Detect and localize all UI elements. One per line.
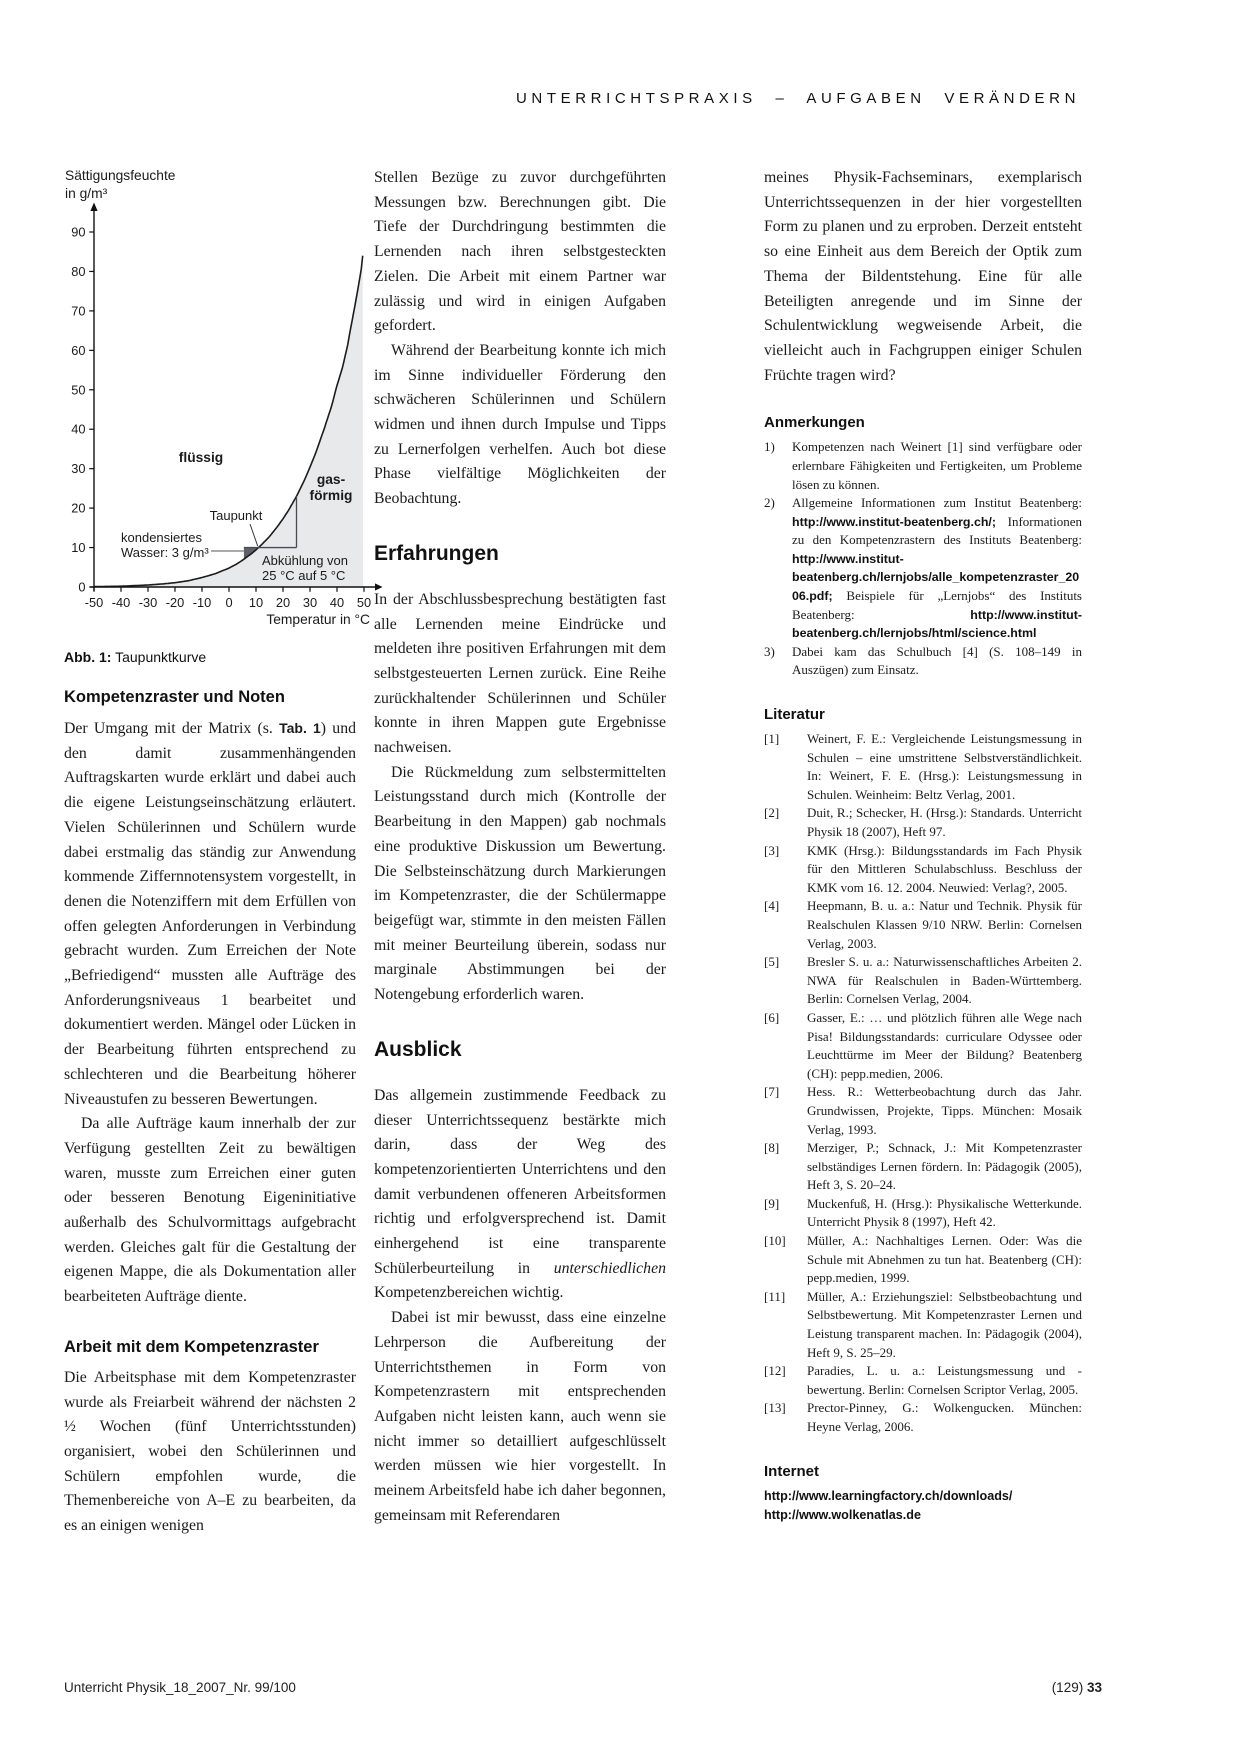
y-tick-label: 80: [71, 263, 86, 279]
x-tick-label: 50: [356, 595, 372, 610]
reference-text: Heepmann, B. u. a.: Natur und Technik. Physik für Realschulen Klassen 9/10 NRW. Berlin: Cornelsen Verlag, 2003.: [807, 898, 1082, 951]
footnote-text: [792, 438, 1082, 494]
reference-number: [2]: [764, 805, 780, 821]
reference-number: [9]: [764, 1195, 780, 1211]
text-segment: Dabei kam das Schulbuch [4] (S. 108–149 in Auszügen) zum Einsatz.: [792, 643, 1082, 678]
reference-item: [764, 1195, 1082, 1232]
reference-number: [7]: [764, 1084, 780, 1100]
reference-text: Hess. R.: Wetterbeobachtung durch das Jahr. Grundwissen, Projekte, Tipps. München: Mosaik Verlag, 1993.: [807, 1084, 1082, 1137]
figure-caption: [64, 649, 394, 665]
x-tick-label: 0: [225, 595, 233, 610]
figure-taupunktkurve: [64, 166, 394, 665]
y-axis-arrow: [90, 203, 97, 212]
section-heading-literatur: Literatur: [764, 706, 825, 724]
reference-number: [12]: [764, 1363, 786, 1379]
section-heading-erfahrungen: Erfahrungen: [374, 541, 499, 565]
reference-text: Gasser, E.: … und plötzlich führen alle Wege nach Pisa! Bildungsstandards: curriculare Odyssee oder Leuchttürme im Meer der Bildung? Beatenberg (CH): pepp.medien, 2006.: [807, 1009, 1082, 1081]
reference-item: [764, 1083, 1082, 1139]
reference-number: [3]: [764, 842, 780, 858]
y-tick-label: 40: [71, 421, 86, 437]
x-tick-label: -20: [165, 595, 185, 610]
section-heading-arbeit-mit-dem-kompetenzraster: Arbeit mit dem Kompetenzraster: [64, 1337, 319, 1356]
running-header: UNTERRICHTSPRAXIS – AUFGABEN VERÄNDERN: [515, 90, 1080, 107]
reference-text: Bresler S. u. a.: Naturwissenschaftliches Arbeiten 2. NWA für Realschulen in Baden-Württemberg. Berlin: Cornelsen Verlag, 2004.: [807, 954, 1082, 1007]
reference-number: [8]: [764, 1140, 780, 1156]
column-middle: [374, 166, 666, 1528]
x-tick-label: -50: [84, 595, 104, 610]
column-right: [764, 166, 1082, 1526]
reference-text: KMK (Hrsg.): Bildungsstandards im Fach Physik für den Mittleren Schulabschluss. Beschluss der KMK vom 16. 12. 2004. Neuwied: Verlag?, 2005.: [807, 842, 1082, 895]
reference-number: [11]: [764, 1288, 786, 1304]
x-tick-label: 10: [248, 595, 264, 610]
section-heading-anmerkungen: Anmerkungen: [764, 414, 865, 432]
footnote-text: [792, 494, 1082, 643]
footnote-number: 1): [764, 439, 775, 455]
reference-number: [13]: [764, 1400, 786, 1416]
reference-item: [764, 953, 1082, 1009]
liquid-region-label: flüssig: [178, 450, 224, 465]
text-segment: Der Umgang mit der Matrix (s.: [64, 720, 280, 737]
text-segment: Dabei ist mir bewusst, dass eine einzelne Lehrperson die Aufbereitung der Unterrichtsthemen in Form von Kompetenzrastern mit entsprechenden Aufgaben nicht leisten kann, auch wenn sie nicht immer so detailliert aufgeschlüsselt werden müssen wie hier vorgestellt. In meinem Arbeitsfeld habe ich daher begonnen, gemeinsam mit Referendaren: [374, 1309, 666, 1524]
text-segment: Allgemeine Informationen zum Institut Beatenberg:: [792, 495, 1082, 511]
reference-number: [5]: [764, 954, 780, 970]
reference-text: Duit, R.; Schecker, H. (Hrsg.): Standards. Unterricht Physik 18 (2007), Heft 97.: [807, 805, 1082, 840]
footer-page-bold: 33: [1086, 1680, 1102, 1695]
footnote-item: [764, 643, 1082, 680]
x-tick-label: 40: [329, 595, 345, 610]
gas-region-label: gas-: [316, 472, 346, 487]
footnote-text: [792, 643, 1082, 680]
internet-url[interactable]: http://www.wolkenatlas.de: [764, 1508, 921, 1523]
paragraph: [764, 166, 1082, 388]
inline-url[interactable]: http://www.institut-beatenberg.ch/lernjobs/html/science.html: [792, 607, 1082, 641]
reference-item: [764, 804, 1082, 841]
reference-item: [764, 1139, 1082, 1195]
y-tick-label: 20: [71, 500, 86, 516]
table-reference: Tab. 1: [279, 720, 321, 736]
footer-page-prefix: (129): [1051, 1680, 1084, 1695]
figure-caption-label: Abb. 1:: [64, 649, 112, 665]
reference-number: [10]: [764, 1233, 786, 1249]
footer-journal-info: Unterricht Physik_18_2007_Nr. 99/100: [64, 1680, 296, 1695]
text-segment: meines Physik-Fachseminars, exemplarisch Unterrichtssequenzen in der hier vorgestellten Form zu planen und zu erproben. Derzeit entsteht so eine Einheit aus dem Bereich der Optik zum Thema der Bildentstehung. Eine für alle Beteiligten anregende und im Sinne der Schulentwicklung wegweisende Arbeit, die vielleicht auch in Fachgruppen einiger Schulen Früchte tragen wird?: [764, 169, 1082, 384]
text-segment: unterschiedlichen: [553, 1259, 666, 1277]
reference-item: [764, 1009, 1082, 1083]
reference-number: [6]: [764, 1009, 780, 1025]
reference-item: [764, 1288, 1082, 1362]
paragraph: [64, 1366, 356, 1539]
reference-number: [1]: [764, 731, 780, 747]
paragraph: [64, 716, 356, 1112]
paragraph: [374, 1306, 666, 1528]
footnote-number: 3): [764, 643, 775, 659]
y-tick-label: 50: [71, 382, 86, 398]
cooling-label: Abkühlung von: [262, 553, 349, 568]
text-segment: Die Arbeitsphase mit dem Kompetenzraster wurde als Freiarbeit während der nächsten 2 ½ Wochen (fünf Unterrichtsstunden) organisiert, wobei den Schülerinnen und Schülern empfohlen wurde, die Themenbereiche von A–E zu bearbeiten, da es an einigen wenigen: [64, 1368, 356, 1535]
figure-caption-text: Taupunktkurve: [111, 649, 207, 665]
text-segment: Stellen Bezüge zu zuvor durchgeführten Messungen bzw. Berechnungen gibt. Die Tiefe der Durchdringung bestimmten die Lernenden nach ihren selbstgesteckten Zielen. Die Arbeit mit einem Partner war zulässig und wird in einigen Aufgaben gefordert.: [374, 169, 666, 335]
reference-text: Müller, A.: Erziehungsziel: Selbstbeobachtung und Selbstbewertung. Mit Kompetenzraster Lernen und Leistung transparent machen. In: Pädagogik (2004), Heft 9, S. 25–29.: [807, 1288, 1082, 1360]
x-axis-title: Temperatur in °C: [266, 612, 370, 627]
reference-text: Prector-Pinney, G.: Wolkengucken. München: Heyne Verlag, 2006.: [807, 1400, 1082, 1435]
text-segment: Kompetenzen nach Weinert [1] sind verfügbare oder erlernbare Fähigkeiten und Fertigkeiten, um Probleme lösen zu können.: [792, 439, 1082, 492]
reference-text: Muckenfuß, H. (Hrsg.): Physikalische Wetterkunde. Unterricht Physik 8 (1997), Heft 42.: [807, 1195, 1082, 1230]
inline-url[interactable]: http://www.institut-beatenberg.ch/lernjobs/alle_kompetenzraster_2006.pdf;: [792, 551, 1080, 604]
text-segment: Das allgemein zustimmende Feedback zu dieser Unterrichtssequenz bestärkte mich darin, dass der Weg des kompetenzorientierten Unterrichtens und den damit verbundenen offeneren Arbeitsformen richtig und erfolgversprechend ist. Damit einhergehend ist eine transparente Schülerbeurteilung in: [374, 1086, 666, 1277]
y-tick-label: 70: [71, 303, 86, 319]
taupunkt-chart: [64, 166, 384, 628]
footnote-number: 2): [764, 495, 775, 511]
x-tick-label: -40: [111, 595, 131, 610]
reference-text: Müller, A.: Nachhaltiges Lernen. Oder: Was die Schule mit Abnehmen zu tun hat. Beatenberg (CH): pepp.medien, 1999.: [807, 1233, 1082, 1286]
reference-item: [764, 1399, 1082, 1436]
x-tick-label: 20: [275, 595, 291, 610]
paragraph: [374, 761, 666, 1008]
section-heading-ausblick: Ausblick: [374, 1037, 462, 1061]
text-segment: Während der Bearbeitung konnte ich mich im Sinne individueller Förderung den schwächeren Schülerinnen und Schülern widmen und ihnen durch Impulse und Tipps zu Lernerfolgen verhelfen. Auch bot diese Phase vielfältige Möglichkeiten der Beobachtung.: [374, 341, 666, 508]
y-tick-label: 90: [71, 224, 86, 240]
inline-url[interactable]: http://www.institut-beatenberg.ch/;: [792, 514, 996, 529]
paragraph: [374, 1084, 666, 1306]
reference-item: [764, 1232, 1082, 1288]
text-segment: Beispiele für „Lernjobs“ des Instituts Beatenberg:: [792, 588, 1082, 622]
x-tick-label: -10: [192, 595, 212, 610]
cooling-label: 25 °C auf 5 °C: [262, 568, 346, 583]
reference-text: Weinert, F. E.: Vergleichende Leistungsmessung in Schulen – eine umstrittene Selbstverständlichkeit. In: Weinert, F. E. (Hrsg.): Leistungsmessung in Schulen. Weinheim: Beltz Verlag, 2001.: [807, 731, 1082, 802]
y-tick-label: 0: [78, 579, 86, 595]
y-tick-label: 30: [71, 461, 86, 477]
text-segment: Da alle Aufträge kaum innerhalb der zur Verfügung gestellten Zeit zu bewältigen waren, musste zum Erreichen einer guten oder besseren Benotung Eigeninitiative außerhalb des Schulvormittags aufgebracht werden. Gleiches galt für die Gestaltung der eigenen Mappe, die als Dokumentation aller bearbeiteten Aufträge diente.: [64, 1115, 356, 1306]
reference-text: Paradies, L. u. a.: Leistungsmessung und -bewertung. Berlin: Cornelsen Scriptor Verlag, 2005.: [807, 1363, 1082, 1397]
reference-text: Merziger, P.; Schnack, J.: Mit Kompetenzraster selbständiges Lernen fördern. In: Pädagogik (2005), Heft 3, S. 20–24.: [807, 1140, 1082, 1193]
internet-url[interactable]: http://www.learningfactory.ch/downloads/: [764, 1488, 1013, 1503]
reference-item: [764, 897, 1082, 953]
y-tick-label: 10: [71, 540, 86, 556]
reference-item: [764, 730, 1082, 804]
reference-item: [764, 842, 1082, 898]
footnote-item: [764, 494, 1082, 643]
y-axis-title: Sättigungsfeuchte: [65, 168, 176, 183]
paragraph: [374, 588, 666, 761]
reference-item: [764, 1362, 1082, 1399]
x-tick-label: 30: [302, 595, 318, 610]
paragraph: [374, 339, 666, 512]
y-axis-title-unit: in g/m³: [65, 186, 108, 201]
reference-number: [4]: [764, 898, 780, 914]
column-left: [64, 688, 356, 1539]
y-tick-label: 60: [71, 342, 86, 358]
text-segment: ) und den damit zusammenhängenden Auftragskarten wurde erklärt und dabei auch die eigene Leistungseinschätzung erläutert. Vielen Schülerinnen und Schülern wurde dabei erstmalig das ständig zur Anwendung kommende Ziffernnotensystem vorgestellt, in denen die Notenziffern mit dem Erfüllen von offen gelegten Anforderungen in Verbindung gebracht wurden. Zum Erreichen der Note „Befriedigend“ mussten alle Aufträge des Anforderungsniveaus 1 bearbeitet und dokumentiert werden. Mängel oder Lücken in der Bearbeitung führten entsprechend zu schlechteren und die Bearbeitung höherer Niveaustufen zu besseren Bewertungen.: [64, 720, 356, 1108]
condensed-water-label: kondensiertes: [121, 530, 202, 545]
internet-links: [764, 1487, 1082, 1526]
section-heading-kompetenzraster-und-noten: Kompetenzraster und Noten: [64, 688, 285, 706]
gas-region-label: förmig: [309, 488, 353, 503]
text-segment: Informationen zu den Kompetenzrastern des Instituts Beatenberg:: [792, 513, 1082, 548]
dew-point-label: Taupunkt: [209, 508, 263, 523]
text-segment: Die Rückmeldung zum selbstermittelten Leistungsstand durch mich (Kontrolle der Bearbeitung in den Mappen) gab nochmals eine produktive Diskussion um Bewertung. Die Selbsteinschätzung durch Markierungen im Kompetenzraster, die der Schülermappe beigefügt war, stimmte in den meisten Fällen mit meiner Beurteilung überein, sodass nur marginale Abstimmungen bei der Notengebung erforderlich waren.: [374, 763, 666, 1004]
footnote-item: [764, 438, 1082, 494]
condensed-water-label: Wasser: 3 g/m³: [121, 545, 209, 560]
section-heading-internet: Internet: [764, 1462, 820, 1480]
paragraph: [64, 1112, 356, 1310]
x-tick-label: -30: [138, 595, 158, 610]
footnotes-list: [764, 438, 1082, 680]
text-segment: Kompetenzbereichen wichtig.: [374, 1284, 564, 1302]
text-segment: In der Abschlussbesprechung bestätigten fast alle Lernenden meine Eindrücke und meldeten ihre positiven Erfahrungen mit dem selbstgesteuerten Lernen zurück. Eine Reihe zurückhaltender Schülerinnen und Schüler konnte in ihren Mappen gute Ergebnisse nachweisen.: [374, 590, 666, 757]
footer-page-number: [1052, 1680, 1102, 1695]
dew-point-pointer: [250, 524, 258, 546]
literature-list: [764, 730, 1082, 1437]
paragraph: [374, 166, 666, 339]
